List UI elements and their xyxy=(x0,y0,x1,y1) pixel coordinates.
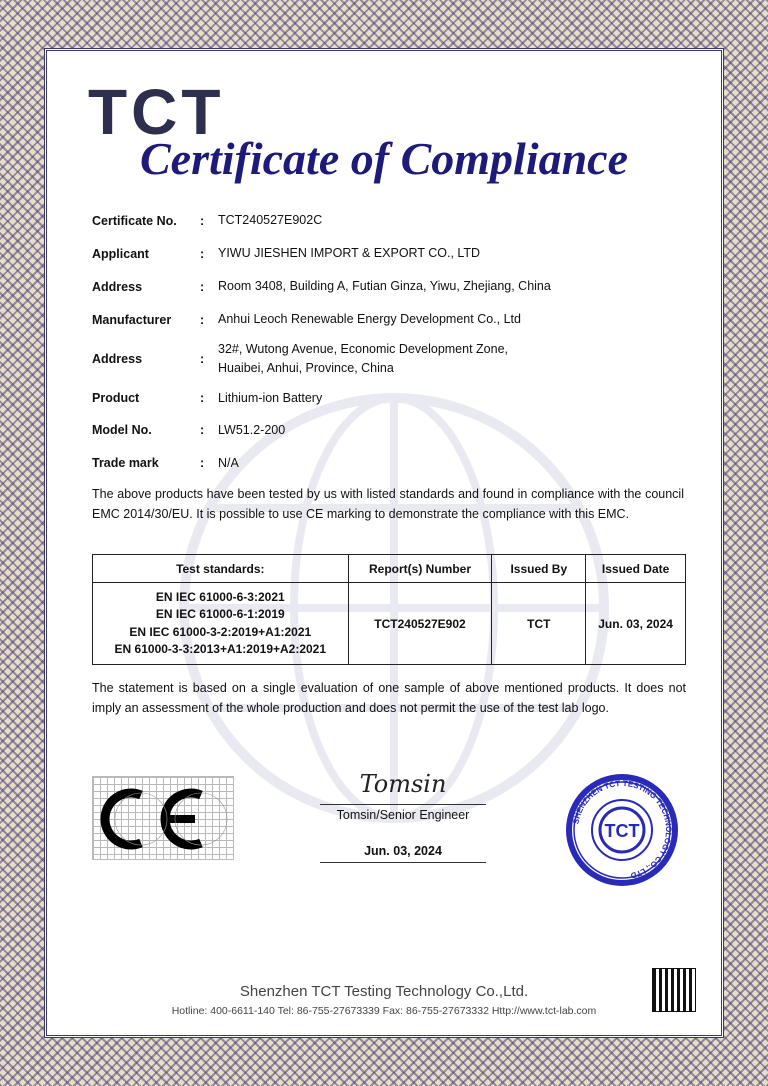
seal-center-text: TCT xyxy=(604,821,640,841)
ce-mark-grid xyxy=(92,776,234,860)
date-line xyxy=(320,862,486,863)
field-colon: : xyxy=(200,423,205,437)
standards-table xyxy=(92,554,686,665)
qr-code-icon xyxy=(652,968,696,1012)
tct-seal-icon xyxy=(562,770,682,890)
field-colon: : xyxy=(200,279,205,294)
standard-item: EN IEC 61000-6-3:2021 xyxy=(155,589,285,604)
field-value: 32#, Wutong Avenue, Economic Development Zone, Huaibei, Anhui, Province, China xyxy=(218,342,508,375)
field-value: N/A xyxy=(218,455,239,470)
field-colon: : xyxy=(200,391,205,405)
field-colon: : xyxy=(200,456,205,470)
field-label: Address xyxy=(92,352,143,366)
field-label: Model No. xyxy=(92,423,152,437)
field-value: Lithium-ion Battery xyxy=(218,390,323,405)
field-row xyxy=(92,303,692,336)
field-colon: : xyxy=(200,312,205,327)
signature-line xyxy=(320,804,486,805)
report-number-cell: TCT240527E902 xyxy=(348,583,492,665)
field-label: Address xyxy=(92,279,143,294)
table-header: Issued Date xyxy=(586,555,686,583)
certificate-title: Certificate of Compliance xyxy=(139,133,629,184)
compliance-statement: The above products have been tested by us with listed standards and found in compliance with the council EMC 2014/30/EU. It is possible to use CE marking to demonstrate the compliance with this EMC. xyxy=(92,487,684,521)
table-header-row xyxy=(93,555,686,583)
field-colon: : xyxy=(200,213,205,228)
table-header: Test standards: xyxy=(93,555,349,583)
field-label: Manufacturer xyxy=(92,312,172,327)
tct-logo: TCT xyxy=(88,76,225,148)
field-row xyxy=(92,414,692,446)
field-label: Trade mark xyxy=(92,456,159,470)
field-row xyxy=(92,270,692,303)
issued-by-cell: TCT xyxy=(492,583,586,665)
field-row xyxy=(92,204,692,237)
table-header: Issued By xyxy=(492,555,586,583)
ce-mark-icon xyxy=(93,777,235,861)
field-row xyxy=(92,336,692,382)
field-label: Applicant xyxy=(92,246,149,261)
issued-date-cell: Jun. 03, 2024 xyxy=(586,583,686,665)
standard-item: EN 61000-3-3:2013+A1:2019+A2:2021 xyxy=(114,642,327,656)
field-value: Anhui Leoch Renewable Energy Development Co., Ltd xyxy=(218,312,521,326)
field-value: TCT240527E902C xyxy=(218,213,323,227)
standard-item: EN IEC 61000-6-1:2019 xyxy=(155,607,285,621)
standards-cell xyxy=(93,583,349,665)
field-value: LW51.2-200 xyxy=(218,422,286,437)
signer-name: Tomsin/Senior Engineer xyxy=(336,808,470,822)
field-row xyxy=(92,446,692,480)
field-value: Room 3408, Building A, Futian Ginza, Yiwu, Zhejiang, China xyxy=(218,279,551,293)
evaluation-statement: The statement is based on a single evaluation of one sample of above mentioned products. It does not imply an assessment of the whole production and does not permit the use of the test lab logo. xyxy=(92,681,686,715)
field-label: Product xyxy=(92,391,140,405)
standard-item: EN IEC 61000-3-2:2019+A1:2021 xyxy=(129,624,312,639)
footer-company: Shenzhen TCT Testing Technology Co.,Ltd. xyxy=(239,983,529,1000)
field-colon: : xyxy=(200,246,205,261)
signature-date: Jun. 03, 2024 xyxy=(364,844,442,858)
field-row xyxy=(92,382,692,414)
field-value: YIWU JIESHEN IMPORT & EXPORT CO., LTD xyxy=(218,246,481,260)
signature-block xyxy=(320,764,486,863)
signature-handwriting: Tomsin xyxy=(359,770,447,798)
seal-ring-text: SHENZHEN TCT TESTING TECHNOLOGY CO., LTD xyxy=(571,778,674,881)
field-label: Certificate No. xyxy=(92,213,177,228)
field-row xyxy=(92,237,692,270)
table-header: Report(s) Number xyxy=(348,555,492,583)
footer-contact: Hotline: 400-6611-140 Tel: 86-755-27673339 Fax: 86-755-27673332 Http://www.tct-lab.com xyxy=(171,1005,597,1017)
certificate-fields xyxy=(92,204,692,480)
field-colon: : xyxy=(200,352,205,366)
table-row xyxy=(93,583,686,665)
certificate-paper xyxy=(54,58,714,1028)
